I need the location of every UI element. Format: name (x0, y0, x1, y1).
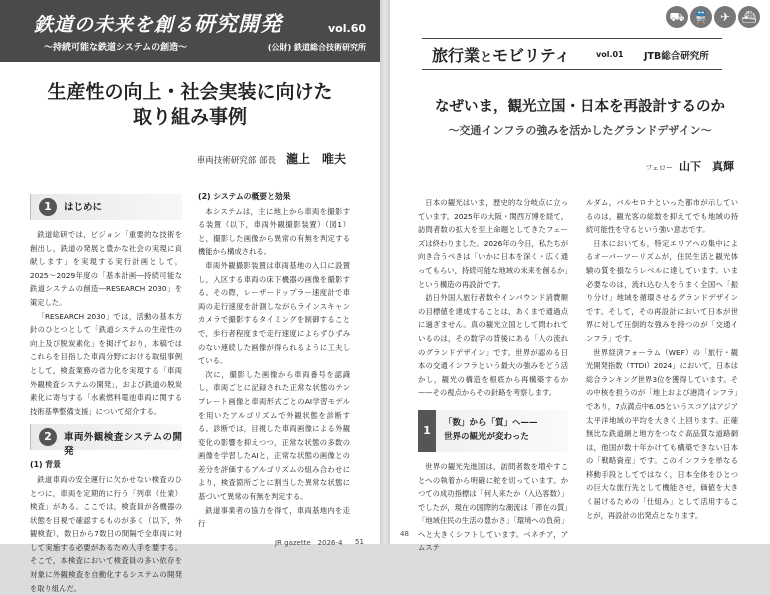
paragraph: 鉄道車両の安全運行に欠かせない検査のひとつに，車両を定期的に行う「列車（仕業）検査」がある。ここでは，検査員が各機器の状態を目視で確認するものが多く（以下，外観検査），数日から7数日の間隔で全車両に対して実施する必要があるため人手を要する。そこで，本検査において検査員の多い依存を対象に外観検査を自動化するシステムの開発を取り組んだ。 (30, 474, 182, 593)
article-title (0, 80, 380, 130)
section-number: 1 (418, 410, 436, 452)
section-heading-1 (418, 410, 568, 452)
left-page (0, 0, 380, 593)
paragraph: 鉄道総研では，ビジョン「重要的な技術を創出し，鉄道の発展と豊かな社会の実現に貢献します」を実現する実行計画として，2025〜2029年度の「基本計画―持続可能な鉄道システムの創造―RESEARCH 2030」を策定した。 (30, 230, 182, 307)
institution-label: (公財) 鉄道総合技術研究所 (267, 43, 366, 52)
author-byline (197, 150, 346, 167)
plane-icon: ✈ (714, 6, 736, 28)
paragraph: 日本においても，特定エリアへの集中によるオーバーツーリズムが，住民生活と観光体験の質を損なうレベルに達しています。いま必要なのは，流れ込む人をうまく全国へ「振り分け」地域を循環させるグランドデザインです。そして，その再設計において日本が世界に対して圧倒的な強みを持つのが「交通インフラ」です。 (586, 238, 738, 343)
section-number: 1 (39, 198, 57, 216)
subheading: (2) システムの概要と効果 (198, 192, 291, 201)
institution-label: JTB総合研究所 (644, 51, 709, 62)
article-subtitle: 〜交通インフラの強みを活かしたグランドデザイン〜 (448, 124, 712, 137)
paragraph: 本システムは，主に地上から車両を撮影する装置（以下，車両外観撮影装置）（図1）と，撮影した画像から異常の有無を判定する機能から構成される。 (198, 206, 350, 257)
ship-icon: ⛴ (738, 6, 760, 28)
footer-logo: JR gazette 2026-4 (275, 539, 343, 547)
volume-label: vol.60 (328, 22, 366, 35)
author-name: 瀧上 唯夫 (285, 152, 346, 166)
section-heading-1 (30, 194, 182, 220)
article-title-line1: 生産性の向上・社会実装に向けた (47, 81, 333, 103)
author-role: フェロー (645, 164, 673, 172)
paragraph: 世界経済フォーラム（WEF）の「旅行・観光開発指数（TTDI）2024」において，日本は総合ランキング世界3位を獲得しています。その中核を担うのが「地上および港湾インフラ」であり，7点満点中6.05というスコアはアジア太平洋地域の平均を大きく上回ります。正確無比な鉄道網と地方をつなぐ高品質な道路網は，他国が数十年かけても構築できない日本の「戦略資産」です。このインフラを単なる移動手段としてではなく，日本全体をひとつの巨大な旅行先として機能させ，価値を大きく届けるための「仕組み」として活用することが，再設計の出発点となります。 (586, 347, 738, 520)
right-column-1 (418, 196, 568, 555)
paragraph: 車両外観撮影装置は車両基地の入口に設置し，入区する車両の床下機器の画像を撮影する。その際，レーザードップラー速度計で車両の走行速度を計測しながらラインスキャンカメラで撮影するタイミングを制御することで，歩行者程度まで走行速度によらずひずみのない連続した画像が得られるように工夫している。 (198, 260, 350, 366)
series-title-b: 研究開発 (194, 12, 283, 36)
paragraph: 世界の観光先進国は，訪問者数を増やすことへの執着から明確に舵を切っています。かつての成功指標は「何人来たか（入込客数）」でしたが，現在の国際的な潮流は「滞在の質」「地域住民の生活の豊かさ」「環境への負荷」へと大きくシフトしています。ベネチア，アムステ (418, 461, 568, 553)
series-title-a: 鉄道の未来を創る (34, 14, 195, 36)
section-title (444, 416, 538, 444)
paragraph: 訪日外国人旅行者数やインバウンド消費額の目標値を達成することは，あくまで通過点に過ぎません。真の観光立国として問われているのは，その数字の背後にある「人の流れのグランドデザイン」です。世界が認める日本の交通インフラという最大の強みをどう活かし，観光の構造を根底から再構築するか——その視点からその針路を考察します。 (418, 293, 568, 398)
left-column-1 (30, 188, 182, 595)
paragraph: 日本の観光はいま，歴史的な分岐点に立っています。2025年の大阪・関西万博を経て，訪問者数の拡大を至上命題としてきたフェーズは終わりました。2026年の今日，私たちが向き合うべきは「いかに日本を深く・広く通ってもらい，持続可能な地域の未来を創るか」という構造の再設計です。 (418, 198, 568, 289)
author-role: 車両技術研究部 部長 (196, 156, 276, 166)
section-number: 2 (39, 428, 57, 446)
series-title-c: モビリティ (492, 46, 571, 65)
author-byline (645, 158, 734, 174)
paragraph: 鉄道事業者の協力を得て，車両基地内を走行 (198, 505, 350, 529)
section-title: はじめに (64, 202, 103, 213)
article-title: なぜいま，観光立国・日本を再設計するのか (435, 99, 725, 115)
page-number: 51 (355, 538, 364, 546)
paragraph: 「RESEARCH 2030」では，活動の基本方針のひとつとして「鉄道システムの生産性の向上及び脱炭素化」を掲げており，本稿ではこれらを目指した車両分野における取組事例として，検査業務の省力化を実現する「車両外観検査システムの開発」，および鉄道の脱炭素化に寄与する「水素燃料電池車両に関する技術基準整備支援」について紹介する。 (30, 311, 182, 416)
right-column-2 (586, 196, 738, 522)
volume-label: vol.01 (596, 50, 624, 59)
author-name: 山下 真輝 (679, 160, 734, 173)
series-subtitle: 〜持続可能な鉄道システムの創造〜 (44, 43, 188, 53)
bus-icon: ⛟ (666, 6, 688, 28)
series-title-a: 旅行業 (432, 46, 481, 65)
article-title-line2: 取り組み事例 (132, 106, 247, 128)
subheading: (1) 背景 (30, 460, 61, 470)
train-icon: 🚆 (690, 6, 712, 28)
transport-icons (664, 6, 760, 28)
paragraph: ルダム，バルセロナといった都市が示しているのは，観光客の総数を抑えてでも地域の持続可能性を守るという強い意志です。 (586, 198, 738, 235)
page-number: 48 (400, 530, 409, 538)
left-header (0, 0, 380, 62)
series-title (34, 8, 282, 38)
left-column-2 (198, 188, 350, 531)
paragraph: 次に，撮影した画像から車両番号を認識し，車両ごとに記録された正常な状態のテンプレート画像と車両形式ごとのAI学習モデルを用いたアルゴリズムで外観状態を診断する。診断では，目視した車両画像による外観変化の影響を抑えつつ，正常な状態の多数の画像を学習したAIと，正常な状態の画像との差分を評価するアルゴリズムの組み合わせにより，検査箇所ごとに割当した異常な状態に基づいて異常の有無を判定する。 (198, 369, 350, 502)
page-gutter (380, 0, 390, 544)
section-heading-2 (30, 424, 182, 457)
series-title-b: と (480, 50, 493, 64)
series-title (432, 43, 570, 66)
right-page (390, 0, 770, 553)
section-title: 車両外観検査システムの開発 (64, 432, 182, 457)
section-title-line1: 「数」から「質」へ—— (444, 417, 538, 428)
right-header (422, 38, 722, 70)
section-title-line2: 世界の観光が変わった (444, 431, 529, 442)
